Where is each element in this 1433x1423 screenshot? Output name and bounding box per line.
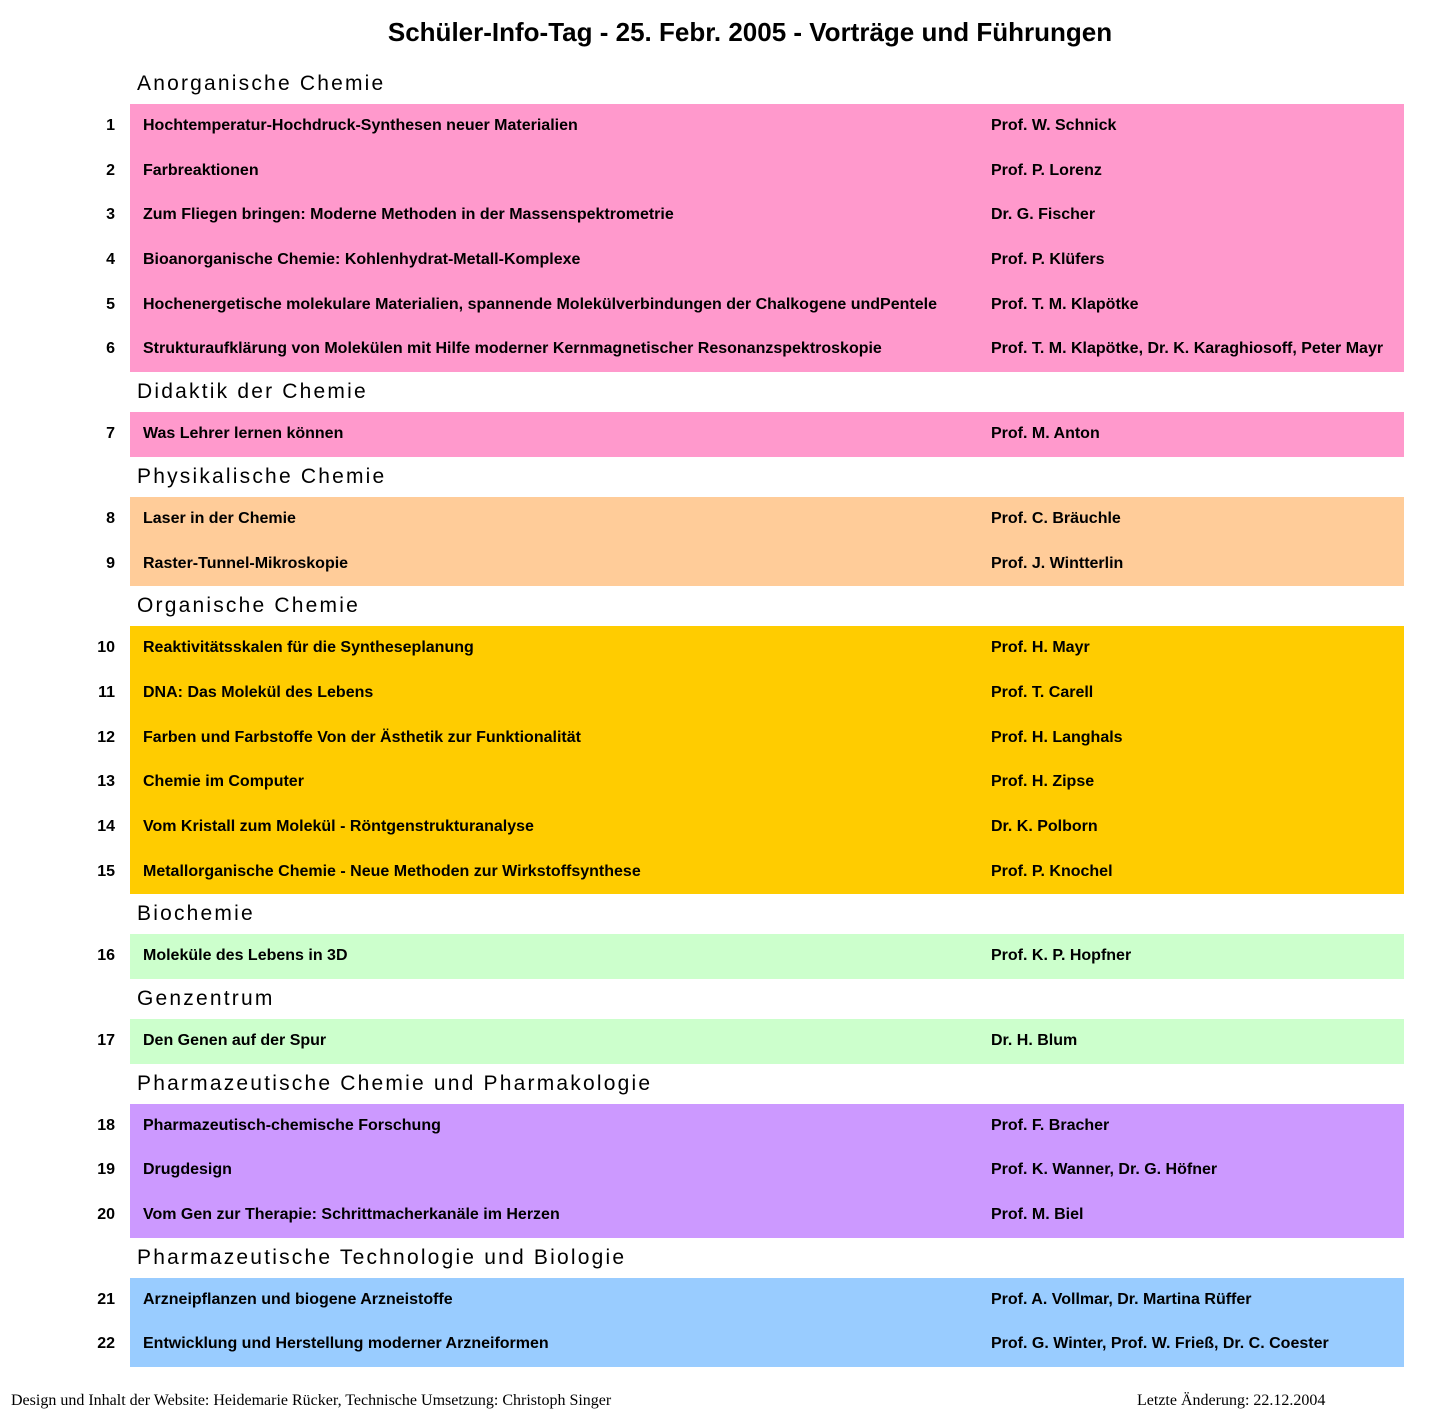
lecture-row — [0, 934, 1433, 979]
lecture-speaker: Prof. C. Bräuchle — [991, 509, 1121, 527]
lecture-topic: Zum Fliegen bringen: Moderne Methoden in der Massenspektrometrie — [143, 206, 674, 224]
lecture-number: 14 — [97, 817, 115, 835]
lecture-topic: Pharmazeutisch-chemische Forschung — [143, 1116, 441, 1134]
lecture-speaker: Prof. J. Wintterlin — [991, 554, 1124, 572]
lecture-row — [0, 283, 1433, 328]
lecture-row — [0, 1193, 1433, 1238]
section — [0, 372, 1433, 457]
lecture-number: 4 — [106, 251, 115, 269]
lecture-speaker: Prof. W. Schnick — [991, 117, 1117, 134]
lecture-row — [0, 193, 1433, 238]
row-background — [130, 760, 1404, 805]
lecture-number: 5 — [106, 295, 115, 313]
lecture-row — [0, 412, 1433, 457]
lecture-topic: Chemie im Computer — [143, 773, 304, 791]
lecture-topic: Was Lehrer lernen können — [143, 425, 344, 443]
lecture-topic: Laser in der Chemie — [143, 509, 296, 527]
lecture-number: 16 — [97, 947, 115, 965]
section — [0, 586, 1433, 894]
lecture-number: 8 — [106, 509, 115, 527]
lecture-speaker: Prof. P. Knochel — [991, 862, 1113, 880]
lecture-speaker: Prof. T. M. Klapötke — [991, 295, 1139, 313]
lecture-topic: Metallorganische Chemie - Neue Methoden zur Wirkstoffsynthese — [143, 862, 641, 880]
section-heading: Physikalische Chemie — [137, 464, 387, 488]
lecture-speaker: Prof. G. Winter, Prof. W. Frieß, Dr. C. Coester — [991, 1335, 1329, 1353]
page-title: Schüler-Info-Tag - 25. Febr. 2005 - Vorträge und Führungen — [387, 17, 1113, 47]
lecture-row — [0, 497, 1433, 542]
lecture-row — [0, 1322, 1433, 1367]
lecture-number: 17 — [97, 1032, 115, 1049]
section — [0, 894, 1433, 979]
footer-last-change: Letzte Änderung: 22.12.2004 — [1137, 1392, 1326, 1409]
lecture-number: 6 — [106, 340, 115, 358]
lecture-number: 21 — [97, 1290, 115, 1308]
lecture-topic: Raster-Tunnel-Mikroskopie — [143, 554, 349, 572]
row-background — [130, 497, 1404, 542]
lecture-row — [0, 850, 1433, 895]
lecture-number: 20 — [97, 1206, 115, 1224]
lecture-topic: Moleküle des Lebens in 3D — [143, 947, 348, 965]
lecture-topic: Farbreaktionen — [143, 161, 259, 179]
lecture-number: 13 — [97, 773, 115, 791]
section-heading: Genzentrum — [137, 987, 275, 1010]
section — [0, 1238, 1433, 1367]
lecture-row — [0, 149, 1433, 194]
lecture-number: 7 — [106, 425, 115, 443]
lecture-speaker: Prof. T. Carell — [991, 683, 1094, 701]
schedule-list — [0, 64, 1433, 1367]
lecture-number: 15 — [97, 862, 115, 880]
lecture-number: 11 — [98, 683, 115, 701]
lecture-topic: Den Genen auf der Spur — [143, 1032, 327, 1049]
lecture-speaker: Dr. K. Polborn — [991, 817, 1098, 835]
lecture-row — [0, 238, 1433, 283]
lecture-row — [0, 716, 1433, 761]
section-heading: Biochemie — [137, 902, 255, 926]
lecture-number: 10 — [97, 639, 115, 657]
lecture-speaker: Prof. F. Bracher — [991, 1116, 1110, 1134]
lecture-speaker: Prof. P. Lorenz — [991, 161, 1102, 179]
section-heading: Pharmazeutische Chemie und Pharmakologie — [137, 1071, 653, 1095]
lecture-speaker: Prof. A. Vollmar, Dr. Martina Rüffer — [991, 1290, 1252, 1308]
section-heading: Organische Chemie — [137, 594, 360, 618]
section-heading: Didaktik der Chemie — [137, 380, 368, 404]
lecture-speaker: Prof. K. Wanner, Dr. G. Höfner — [991, 1161, 1218, 1179]
lecture-row — [0, 1148, 1433, 1193]
lecture-row — [0, 760, 1433, 805]
lecture-row — [0, 805, 1433, 850]
lecture-number: 3 — [106, 206, 115, 224]
lecture-speaker: Prof. P. Klüfers — [991, 251, 1105, 269]
lecture-topic: Arzneipflanzen und biogene Arzneistoffe — [143, 1290, 453, 1308]
lecture-row — [0, 626, 1433, 671]
lecture-speaker: Prof. H. Zipse — [991, 773, 1095, 791]
lecture-row — [0, 1104, 1433, 1149]
lecture-number: 2 — [106, 161, 115, 179]
lecture-speaker: Prof. H. Mayr — [991, 639, 1090, 657]
row-background — [130, 149, 1404, 194]
section — [0, 64, 1433, 372]
lecture-row — [0, 1278, 1433, 1323]
lecture-topic: Reaktivitätsskalen für die Syntheseplanung — [143, 639, 474, 657]
lecture-topic: Farben und Farbstoffe Von der Ästhetik zur Funktionalität — [143, 728, 581, 746]
lecture-row — [0, 104, 1433, 149]
lecture-speaker: Dr. G. Fischer — [991, 206, 1096, 224]
footer-credits: Design und Inhalt der Website: Heidemarie Rücker, Technische Umsetzung: Christoph Singer — [11, 1392, 612, 1409]
lecture-row — [0, 327, 1433, 372]
lecture-row — [0, 671, 1433, 716]
lecture-topic: Hochtemperatur-Hochdruck-Synthesen neuer Materialien — [143, 117, 578, 134]
lecture-number: 22 — [97, 1335, 115, 1353]
lecture-topic: Vom Gen zur Therapie: Schrittmacherkanäle im Herzen — [143, 1206, 560, 1224]
lecture-speaker: Prof. T. M. Klapötke, Dr. K. Karaghiosoff, Peter Mayr — [991, 340, 1384, 358]
lecture-speaker: Prof. M. Biel — [991, 1206, 1084, 1224]
lecture-number: 9 — [106, 554, 115, 572]
lecture-speaker: Dr. H. Blum — [991, 1032, 1078, 1049]
lecture-topic: Entwicklung und Herstellung moderner Arzneiformen — [143, 1335, 549, 1353]
lecture-row — [0, 1019, 1433, 1064]
lecture-speaker: Prof. K. P. Hopfner — [991, 947, 1132, 965]
lecture-topic: Vom Kristall zum Molekül - Röntgenstrukturanalyse — [143, 817, 534, 835]
lecture-speaker: Prof. H. Langhals — [991, 728, 1123, 746]
lecture-number: 19 — [97, 1161, 115, 1179]
lecture-topic: Drugdesign — [143, 1161, 232, 1179]
lecture-topic: Strukturaufklärung von Molekülen mit Hilfe moderner Kernmagnetischer Resonanzspektroskopie — [143, 340, 882, 358]
lecture-row — [0, 542, 1433, 587]
lecture-topic: DNA: Das Molekül des Lebens — [143, 683, 374, 701]
section-heading: Anorganische Chemie — [137, 72, 386, 95]
lecture-topic: Bioanorganische Chemie: Kohlenhydrat-Metall-Komplexe — [143, 251, 581, 269]
lecture-number: 18 — [97, 1116, 115, 1134]
section-heading: Pharmazeutische Technologie und Biologie — [137, 1245, 627, 1269]
lecture-number: 12 — [97, 728, 115, 746]
lecture-speaker: Prof. M. Anton — [991, 425, 1100, 443]
lecture-number: 1 — [106, 117, 115, 134]
section — [0, 1064, 1433, 1238]
section — [0, 979, 1433, 1064]
section — [0, 457, 1433, 586]
lecture-topic: Hochenergetische molekulare Materialien, spannende Molekülverbindungen der Chalkogene undPentele — [143, 295, 937, 313]
